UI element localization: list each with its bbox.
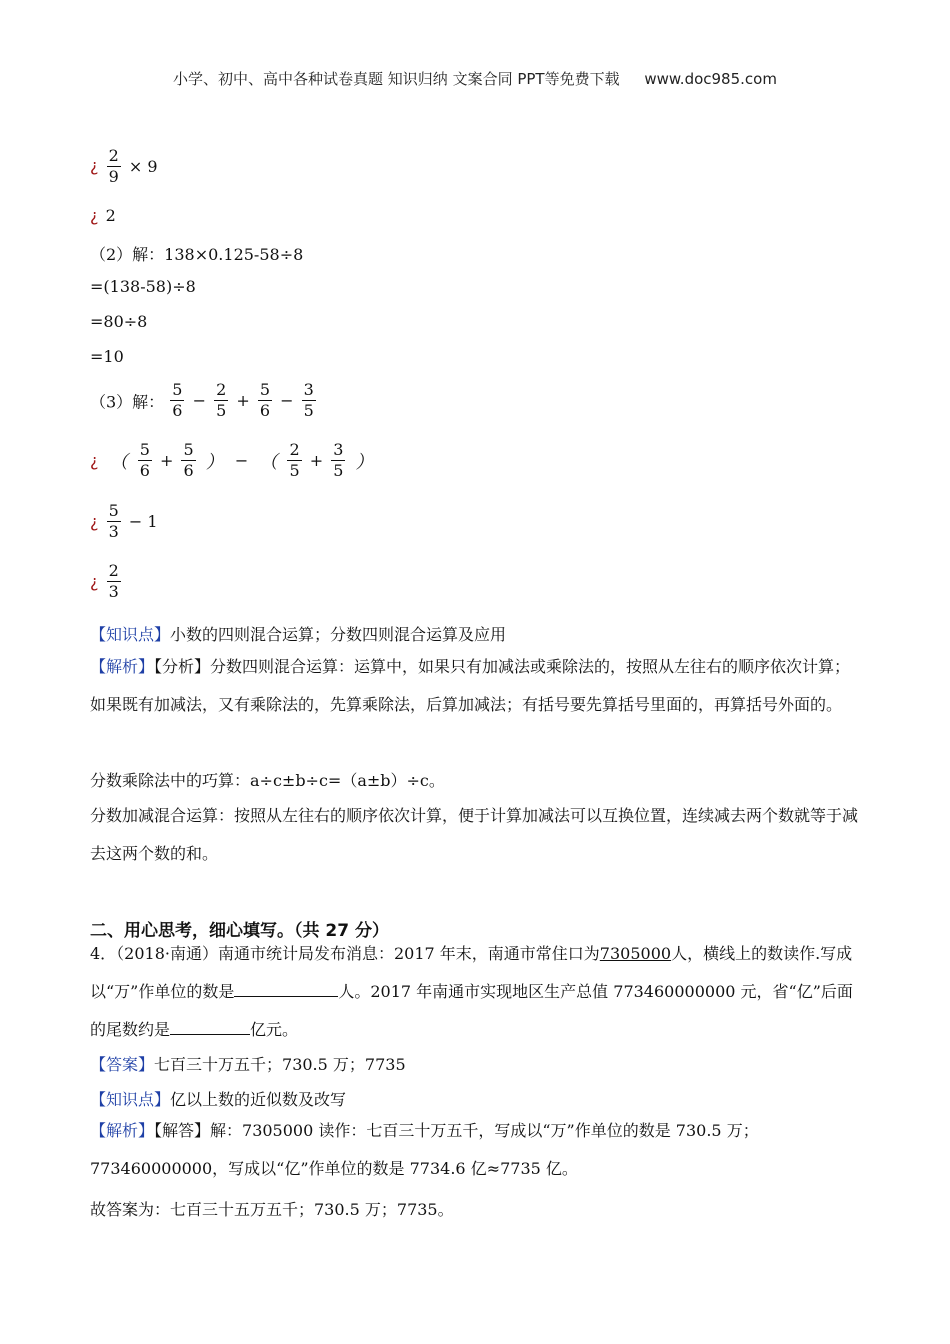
analysis-tag: 【解析】 — [90, 1121, 155, 1140]
step-line: ¿ $\frac{5}{3}$ − 1 — [90, 501, 158, 541]
step-line: =80÷8 — [90, 312, 148, 331]
step-line: ¿ $\frac{2}{9}$ × 9 — [90, 146, 158, 186]
step-line: （3）解： $\frac{5}{6}$ − $\frac{2}{5}$ + $\frac{5}{6}$ − $\frac{3}{5}$ — [90, 380, 314, 420]
question-4: 4．（2018·南通）南通市统计局发布消息：2017 年末，南通市常住口为7305000人，横线上的数读作.写成以“万”作单位的数是 人。2017 年南通市实现地区生产总值 773460000000 元，省“亿”后面的尾数约是 亿元。 — [90, 944, 853, 1039]
analysis-tag: 【解析】 — [90, 657, 155, 676]
answer-line: 【答案】七百三十万五千；730.5 万；7735 — [90, 1055, 406, 1074]
knowledge-point: 【知识点】亿以上数的近似数及改写 — [90, 1090, 347, 1109]
knowledge-point: 【知识点】小数的四则混合运算；分数四则混合运算及应用 — [90, 625, 507, 644]
question-mark-glyph: ¿ — [90, 512, 99, 532]
header-text: 小学、初中、高中各种试卷真题 知识归纳 文案合同 PPT等免费下载 — [173, 70, 620, 88]
answer-blank[interactable] — [170, 1018, 250, 1035]
question-mark-glyph: ¿ — [90, 156, 99, 176]
knowledge-tag: 【知识点】 — [90, 625, 171, 644]
analysis-paragraph: 【解析】【解答】解：7305000 读作：七百三十万五千，写成以“万”作单位的数是 730.5 万；773460000000，写成以“亿”作单位的数是 7734.6 亿≈7735 亿。 — [90, 1121, 759, 1178]
question-mark-glyph: ¿ — [90, 451, 99, 471]
question-mark-glyph: ¿ — [90, 572, 99, 592]
final-answer: 故答案为：七百三十五万五千；730.5 万；7735。 — [90, 1200, 454, 1219]
analysis-paragraph: 【解析】【分析】分数四则混合运算：运算中，如果只有加减法或乘除法的，按照从左往右的顺序依次计算；如果既有加减法，又有乘除法的，先算乘除法，后算加减法；有括号要先算括号里面的，再算括号外面的。 — [90, 657, 851, 714]
step-line: ¿ （ $\frac{5}{6}$ + $\frac{5}{6}$ ） − （ $\frac{2}{5}$ + $\frac{3}{5}$ ） — [90, 440, 374, 480]
knowledge-tag: 【知识点】 — [90, 1090, 171, 1109]
step-line: =(138-58)÷8 — [90, 277, 196, 296]
answer-blank[interactable] — [234, 980, 338, 997]
analysis-paragraph: 分数加减混合运算：按照从左往右的顺序依次计算，便于计算加减法可以互换位置，连续减去两个数就等于减去这两个数的和。 — [90, 806, 859, 863]
step-line: ¿ $\frac{2}{3}$ — [90, 561, 119, 601]
step-line: （2）解：138×0.125-58÷8 — [90, 245, 304, 264]
header-site-link[interactable]: www.doc985.com — [644, 70, 777, 88]
step-line: =10 — [90, 347, 124, 366]
fraction: $\frac{2}{9}$ — [108, 146, 119, 186]
question-mark-glyph: ¿ — [90, 206, 99, 225]
step-line: ¿ 2 — [90, 206, 116, 225]
section-heading: 二、用心思考，细心填写。（共 27 分） — [90, 921, 389, 941]
analysis-paragraph: 分数乘除法中的巧算：a÷c±b÷c=（a±b）÷c。 — [90, 771, 445, 790]
page-header — [0, 68, 950, 89]
underlined-number: 7305000 — [599, 944, 672, 963]
answer-tag: 【答案】 — [90, 1055, 155, 1074]
